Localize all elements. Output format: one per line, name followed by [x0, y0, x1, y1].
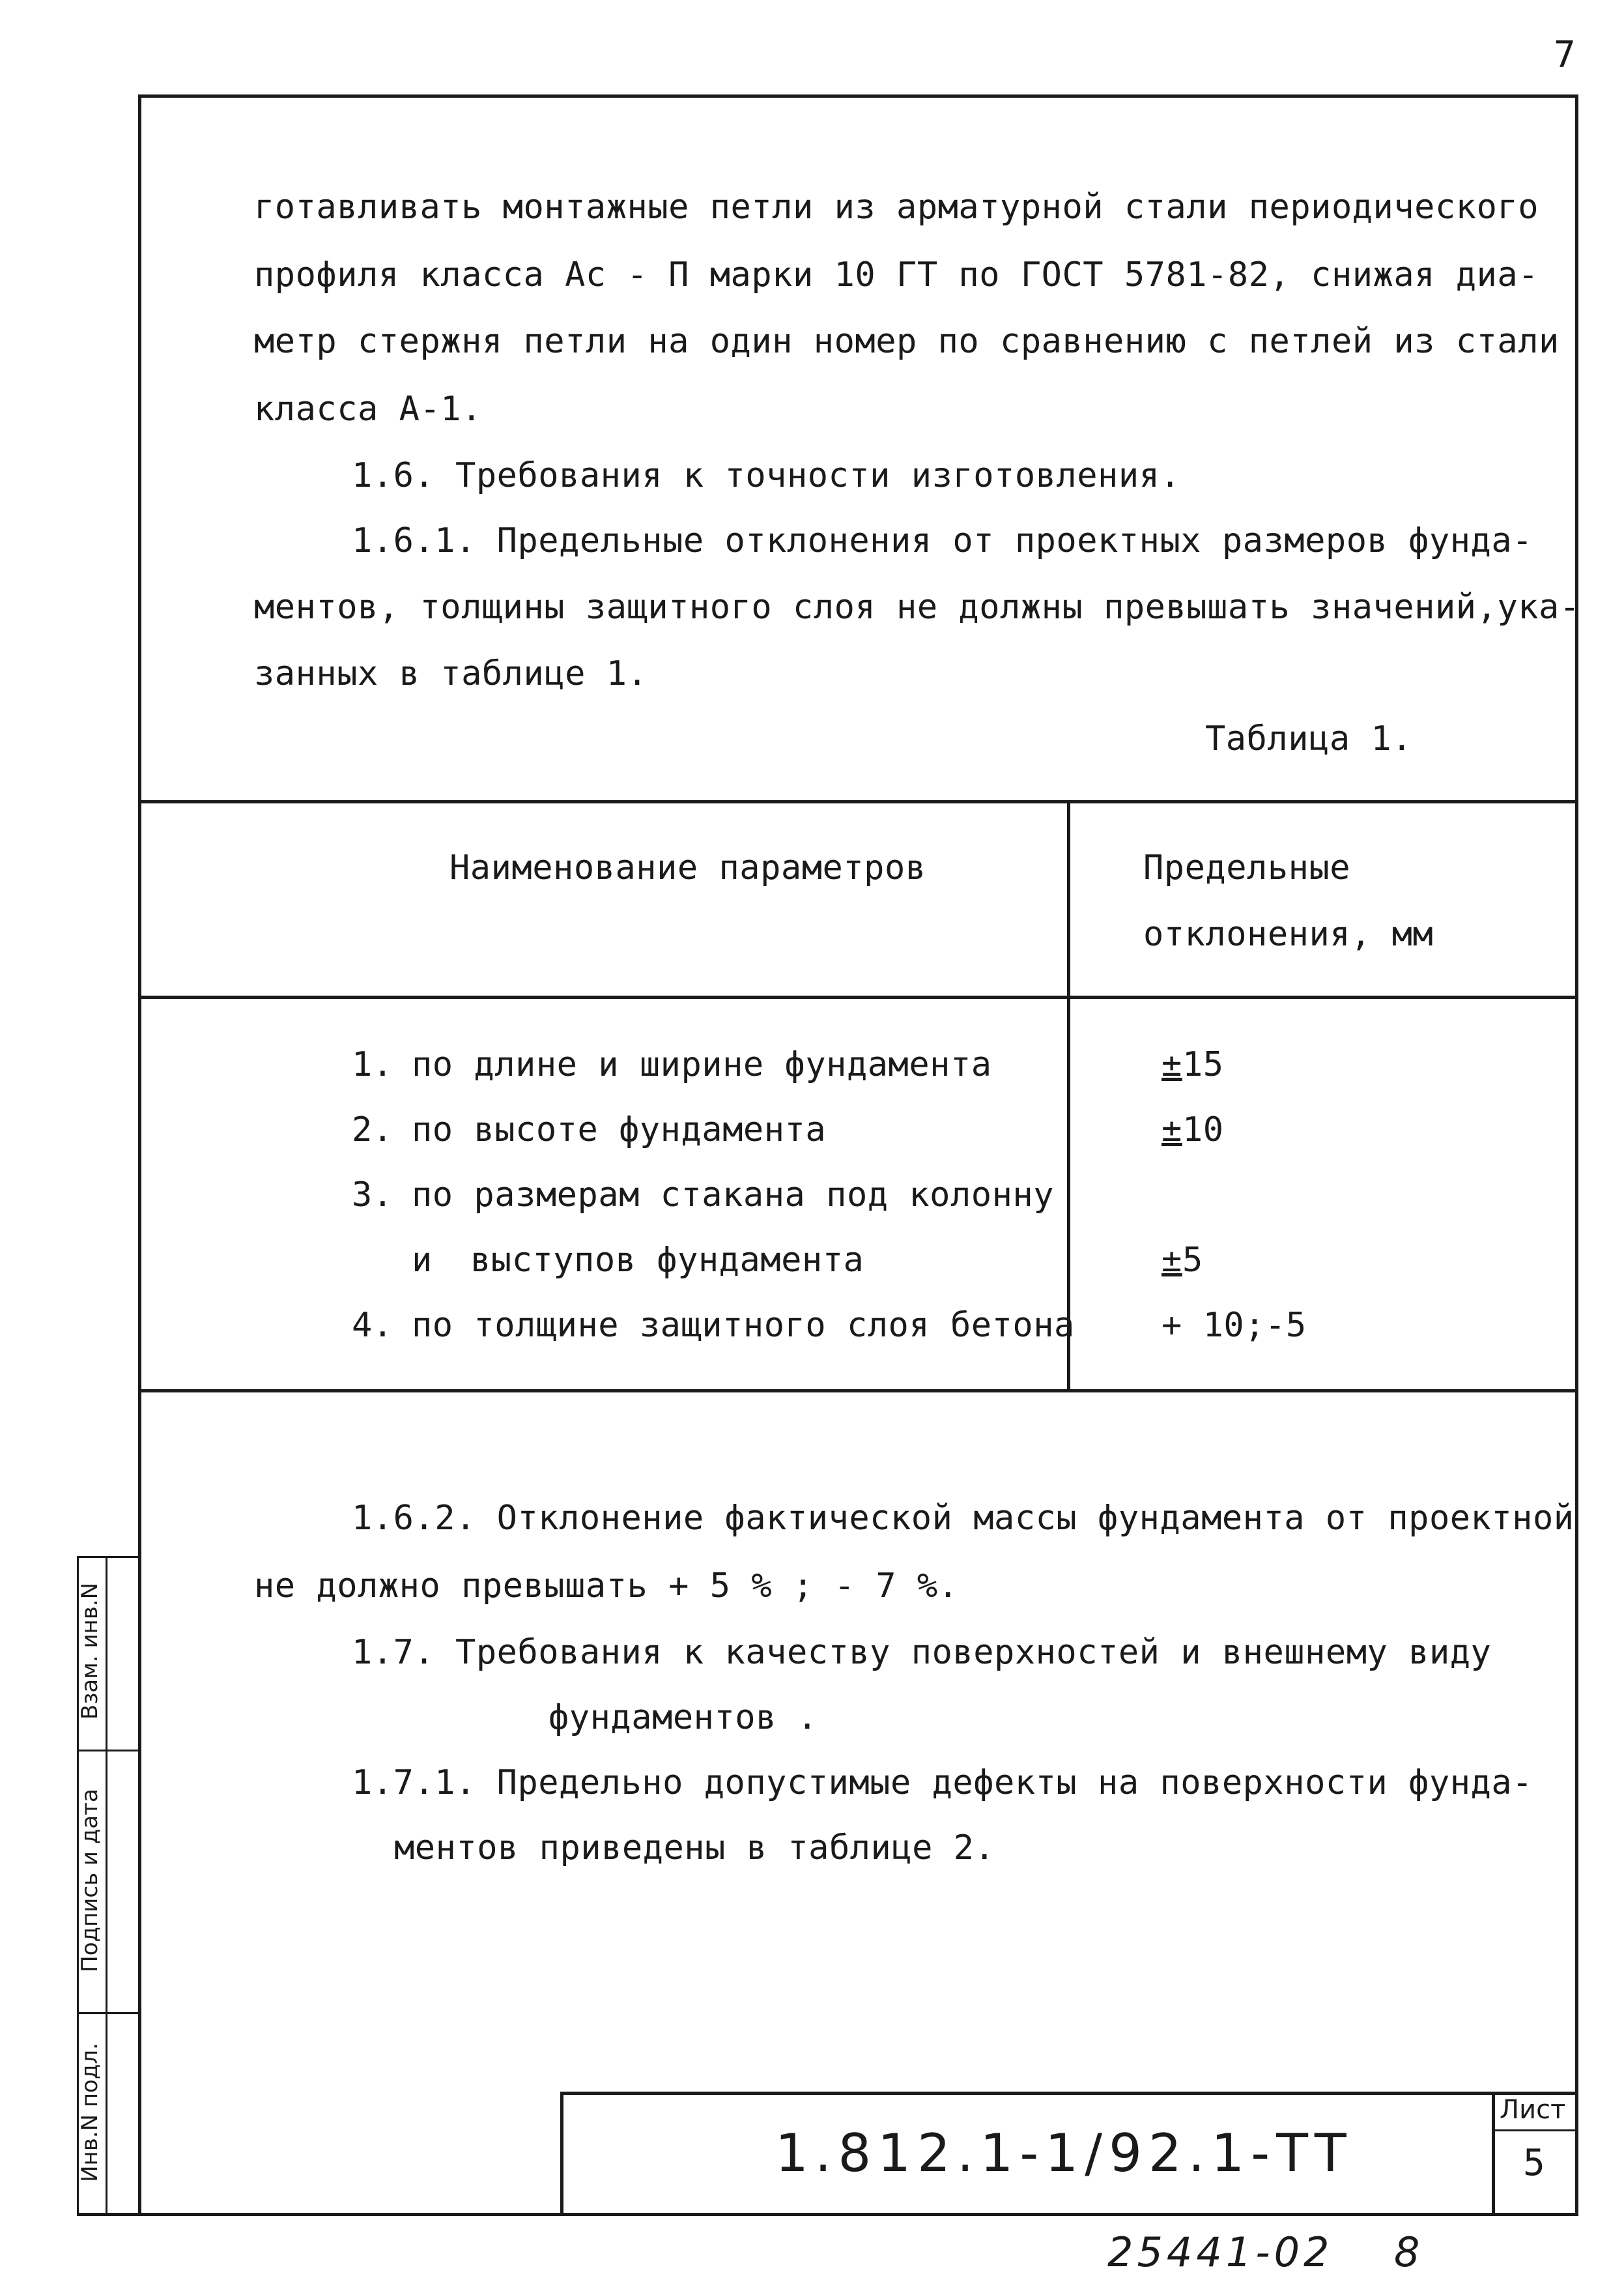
header-deviation-line1: Предельные: [1143, 848, 1351, 887]
row-parameter: выступов фундамента: [470, 1241, 864, 1280]
row-parameter: по размерам стакана под колонну: [412, 1175, 1055, 1215]
plus-minus-sign: ±: [1161, 1045, 1182, 1084]
page-number: 7: [1554, 34, 1576, 76]
sheet-label-divider: [1492, 2129, 1578, 2131]
row-deviation: 15: [1182, 1045, 1224, 1084]
row-number: 4.: [352, 1306, 393, 1345]
plus-minus-sign: ±: [1161, 1241, 1182, 1280]
side-stamp-inv-podl: Инв.N подл.: [77, 2043, 103, 2182]
side-stamp-podpis-data: Подпись и дата: [77, 1789, 103, 1972]
frame-top: [138, 94, 1578, 98]
side-stamp-inner-divider: [106, 1556, 107, 2214]
title-block-left: [560, 2092, 563, 2215]
text-line: занных в таблице 1.: [254, 654, 648, 693]
section-1-7-line1: 1.7. Требования к качеству поверхностей и внешнему виду: [352, 1633, 1492, 1672]
text-line: класса А-1.: [254, 390, 482, 429]
row-deviation: 10: [1182, 1110, 1224, 1149]
section-1-7-1-line2: ментов приведены в таблице 2.: [394, 1828, 995, 1867]
table-top-border: [138, 800, 1578, 803]
section-1-7-1-line1: 1.7.1. Предельно допустимые дефекты на поверхности фунда-: [352, 1763, 1533, 1802]
text-line: профиля класса Ас - П марки 10 ГТ по ГОСТ 5781-82, снижая диа-: [254, 255, 1539, 295]
text-line: 1.6.2. Отклонение фактической массы фундамента от проектной: [352, 1499, 1574, 1538]
sheet-number: 5: [1523, 2142, 1545, 2184]
text-line: ментов, толщины защитного слоя не должны превышать значений,ука-: [254, 588, 1580, 627]
row-parameter: по длине и ширине фундамента: [412, 1045, 992, 1084]
header-parameters: Наименование параметров: [449, 848, 926, 887]
table-column-divider: [1067, 800, 1070, 1392]
row-number: 1.: [352, 1045, 393, 1084]
section-1-7-line2: фундаментов .: [548, 1698, 818, 1737]
row-number: и: [412, 1241, 433, 1280]
text-line: готавливать монтажные петли из арматурной стали периодического: [254, 188, 1539, 227]
frame-right: [1575, 94, 1578, 2215]
row-number: 3.: [352, 1175, 393, 1215]
plus-minus-sign: ±: [1161, 1110, 1182, 1149]
sheet-label: Лист: [1500, 2095, 1566, 2125]
row-deviation: + 10;-5: [1161, 1306, 1307, 1345]
row-number: 2.: [352, 1110, 393, 1149]
row-parameter: по высоте фундамента: [412, 1110, 827, 1149]
archive-page: 8: [1394, 2228, 1424, 2276]
table-header-divider: [138, 996, 1578, 999]
row-deviation: 5: [1182, 1241, 1203, 1280]
archive-number: 25441-02: [1107, 2228, 1333, 2276]
table-bottom-border: [138, 1389, 1578, 1392]
side-stamp-vzam-inv: Взам. инв.N: [77, 1582, 103, 1720]
text-line: 1.6.1. Предельные отклонения от проектных размеров фунда-: [352, 521, 1533, 560]
frame-left: [138, 94, 141, 2215]
header-deviation-line2: отклонения, мм: [1143, 915, 1434, 954]
text-line: не должно превышать + 5 % ; - 7 %.: [254, 1566, 959, 1606]
row-parameter: по толщине защитного слоя бетона: [412, 1306, 1075, 1345]
text-line: метр стержня петли на один номер по сравнению с петлей из стали: [254, 322, 1560, 361]
document-code: 1.812.1-1/92.1-ТТ: [775, 2123, 1353, 2183]
side-stamp-divider-2: [77, 2012, 139, 2014]
title-block-sheet-divider: [1492, 2092, 1495, 2215]
frame-bottom: [77, 2213, 1578, 2216]
side-stamp-top: [77, 1556, 139, 1558]
section-1-6-heading: 1.6. Требования к точности изготовления.: [352, 456, 1181, 495]
table-1-caption: Таблица 1.: [1205, 719, 1413, 758]
title-block-top: [560, 2092, 1578, 2095]
